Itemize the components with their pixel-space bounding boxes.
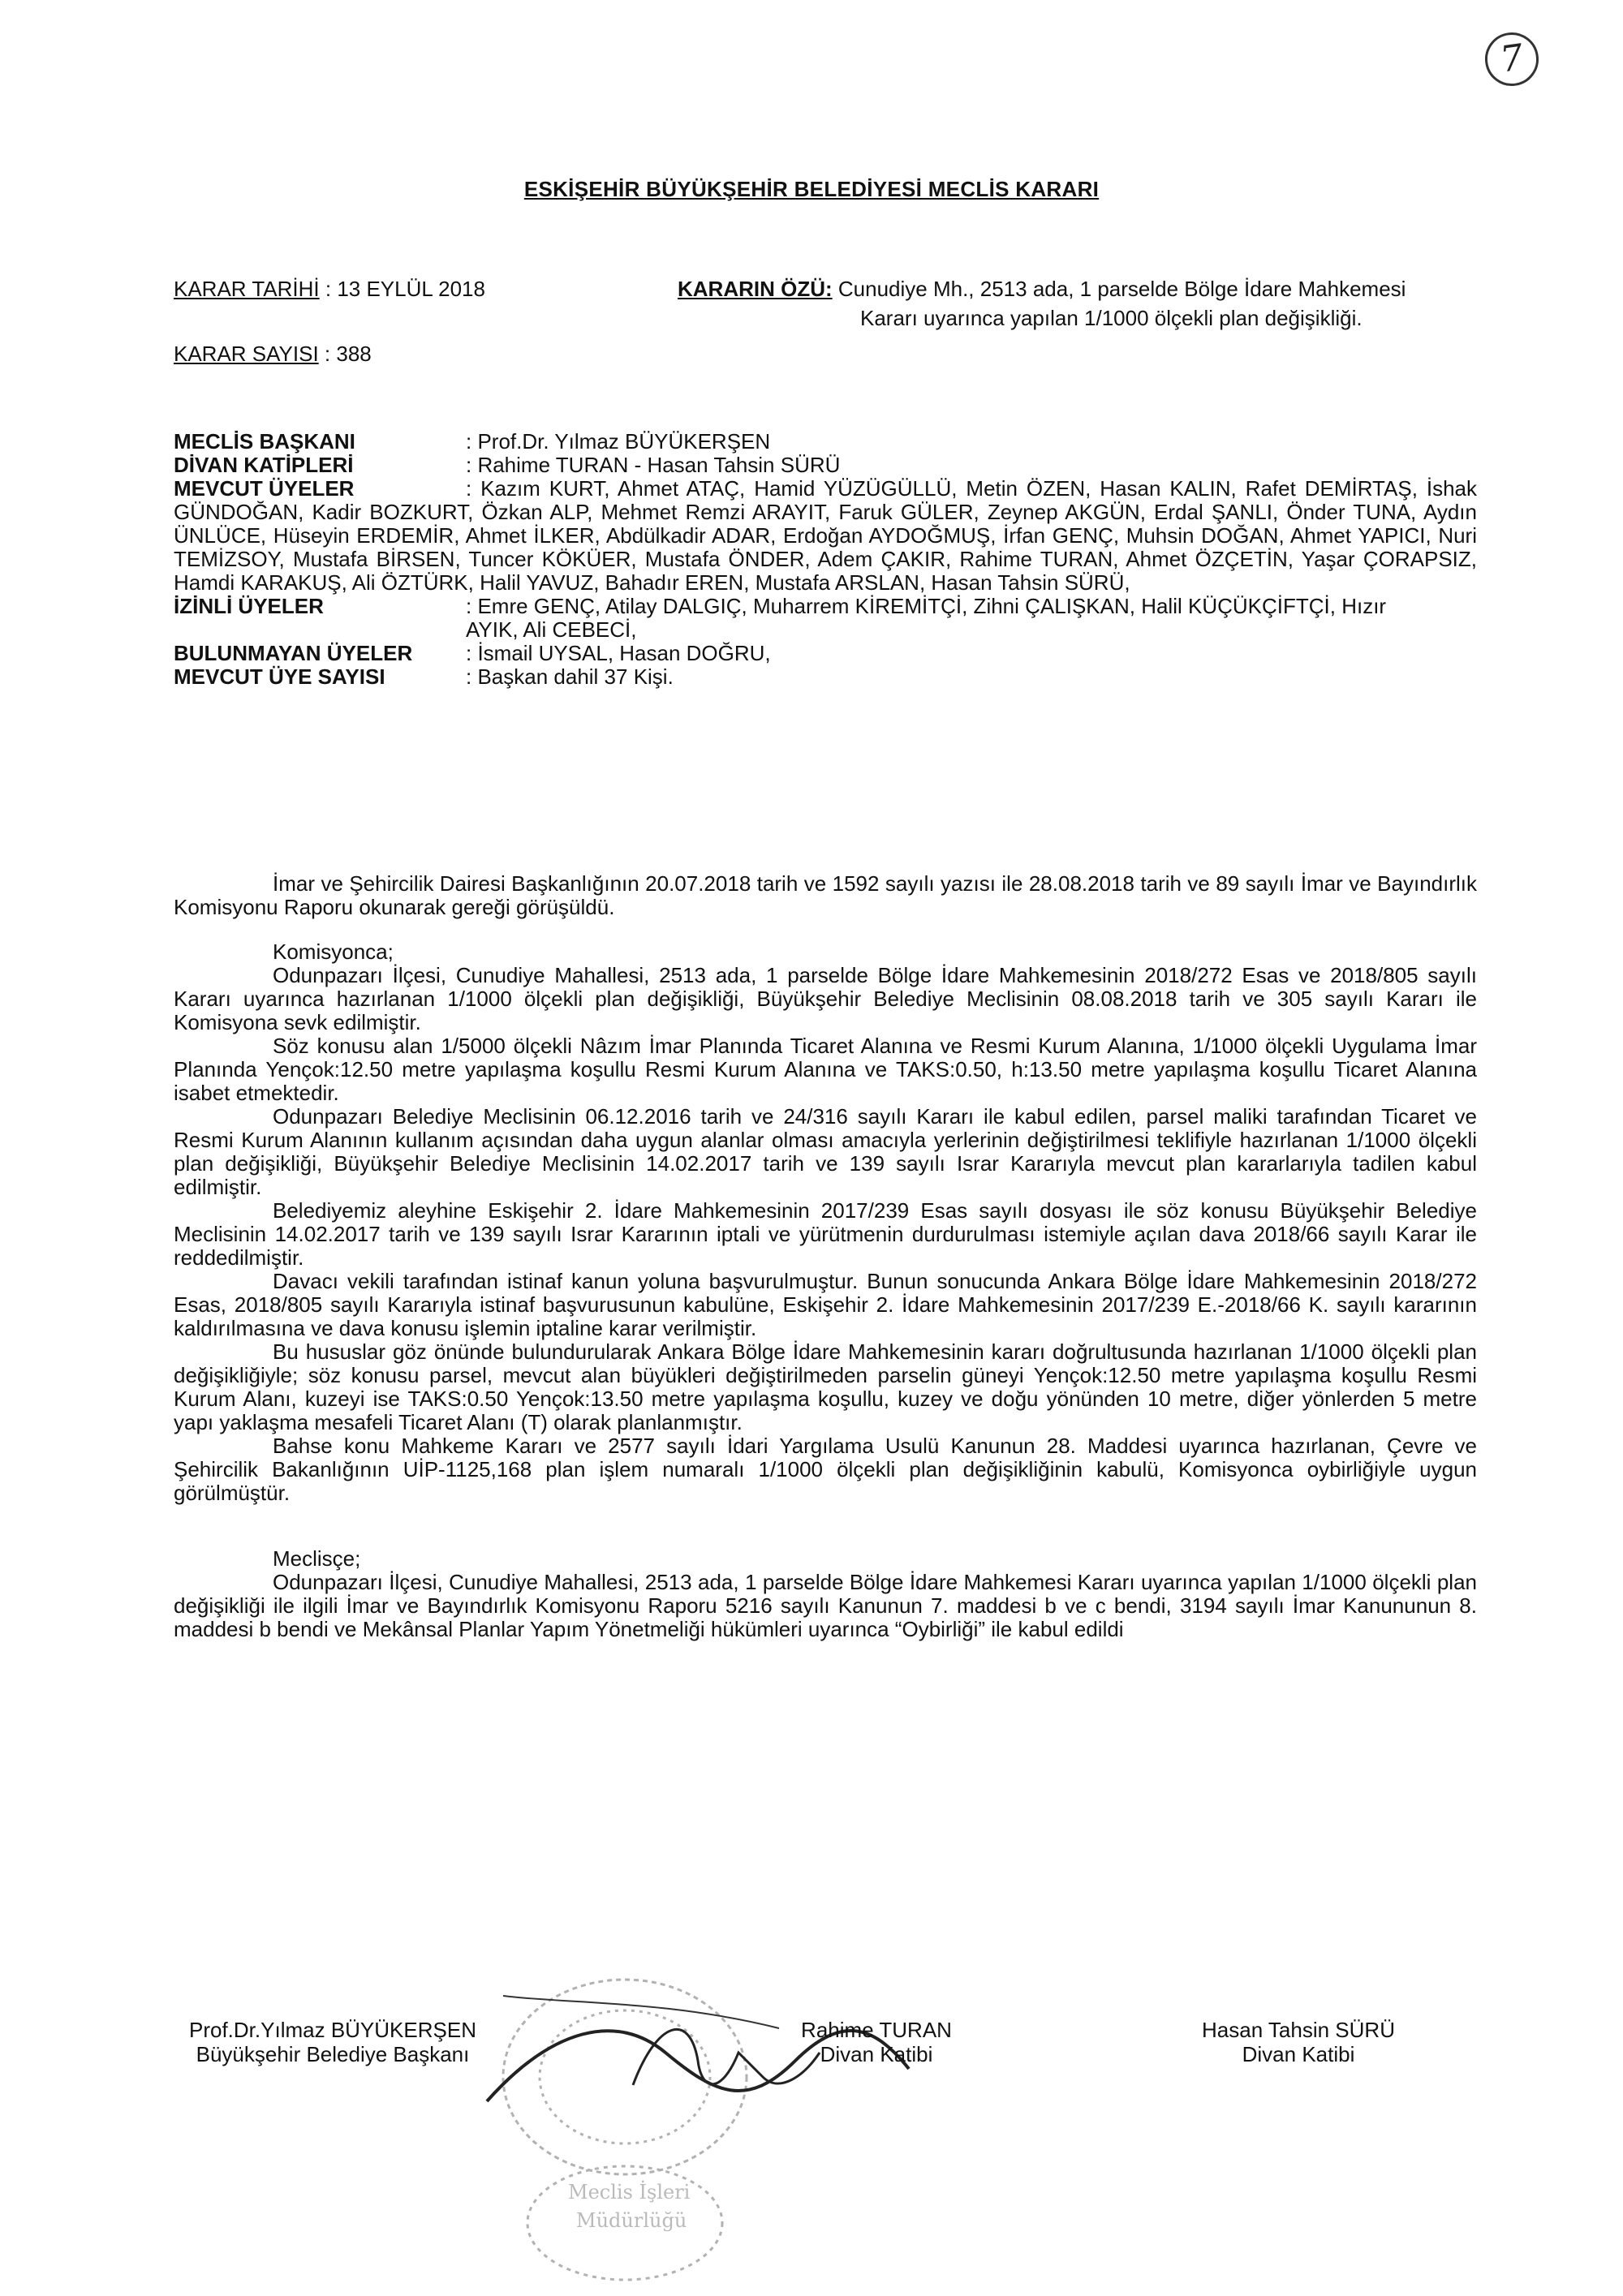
kararin-ozu bbox=[678, 274, 1473, 333]
divan-katipleri-label: DİVAN KATİPLERİ bbox=[174, 453, 354, 477]
intro-paragraph: İmar ve Şehircilik Dairesi Başkanlığının 20.07.2018 tarih ve 1592 sayılı yazısı ile 28.08.2018 tarih ve 89 sayılı İmar ve Bayındırlık Komisyonu Raporu okunarak gereği görüşüldü. bbox=[174, 871, 1477, 919]
kararin-ozu-line1: Cunudiye Mh., 2513 ada, 1 parselde Bölge İdare Mahkemesi bbox=[837, 277, 1406, 301]
decision-body bbox=[174, 872, 1477, 1641]
attendance-section bbox=[174, 430, 1477, 689]
izinli-uyeler-value bbox=[466, 595, 1477, 642]
karar-sayisi-value: : 388 bbox=[324, 342, 372, 366]
kararin-ozu-line2: Kararı uyarınca yapılan 1/1000 ölçekli plan değişikliği. bbox=[860, 306, 1363, 330]
komisyon-paragraph: Söz konusu alan 1/5000 ölçekli Nâzım İmar Planında Ticaret Alanına ve Resmi Kurum Alanına, 1/1000 ölçekli Uygulama İmar Planında Yençok:12.50 metre yapılaşma koşullu Resmi Kurum Alanına ve TAKS:0.50, h:13.50 metre yapılaşma koşullu Ticaret Alanına isabet etmektedir. bbox=[174, 1034, 1477, 1105]
svg-text:Müdürlüğü: Müdürlüğü bbox=[576, 2209, 687, 2232]
karar-tarihi-label: KARAR TARİHİ bbox=[174, 277, 320, 301]
signer-name: Rahime TURAN bbox=[801, 2018, 952, 2042]
page-number: 7 bbox=[1482, 29, 1543, 90]
mevcut-uye-sayisi-label: MEVCUT ÜYE SAYISI bbox=[174, 664, 385, 689]
mevcut-uyeler-label: MEVCUT ÜYELER bbox=[174, 476, 355, 501]
divan-katipleri-value: : Rahime TURAN - Hasan Tahsin SÜRÜ bbox=[466, 453, 841, 477]
signer-title: Büyükşehir Belediye Başkanı bbox=[196, 2042, 470, 2066]
bulunmayan-uyeler-label: BULUNMAYAN ÜYELER bbox=[174, 641, 413, 665]
bulunmayan-uyeler-row bbox=[174, 642, 1477, 665]
divan-katipleri-row bbox=[174, 454, 1477, 477]
signature-block-divan-1 bbox=[755, 2018, 998, 2066]
izinli-uyeler-label: İZİNLİ ÜYELER bbox=[174, 594, 324, 618]
komisyon-paragraph: Belediyemiz aleyhine Eskişehir 2. İdare Mahkemesinin 2017/239 Esas sayılı dosyası ile söz konusu Büyükşehir Belediye Meclisinin 14.02.2017 tarih ve 139 sayılı Israr Kararının iptali ve yürütmenin durdurulması istemiyle açılan dava 2018/66 sayılı Karar ile reddedilmiştir. bbox=[174, 1198, 1477, 1270]
izinli-uyeler-row bbox=[174, 595, 1477, 642]
komisyon-heading: Komisyonca; bbox=[273, 939, 394, 964]
karar-sayisi-label: KARAR SAYISI bbox=[174, 342, 319, 366]
karar-tarihi bbox=[174, 274, 485, 303]
signature-block-divan-2 bbox=[1169, 2018, 1428, 2066]
signature-block-baskan bbox=[170, 2018, 495, 2066]
meclis-baskani-value: : Prof.Dr. Yılmaz BÜYÜKERŞEN bbox=[466, 429, 771, 454]
komisyon-paragraph: Bu hususlar göz önünde bulundurularak Ankara Bölge İdare Mahkemesinin kararı doğrultusunda hazırlanan 1/1000 ölçekli plan değişikliğiyle; söz konusu parsel, mevcut alan büyükleri değiştirilmeden parselin güneyi Yençok:12.50 metre yapılaşma koşullu Resmi Kurum Alanı, kuzeyi ise TAKS:0.50 Yençok:13.50 metre yapılaşma koşullu, kuzey ve doğu yönünden 10 metre, diğer yönlerden 5 metre yapı yaklaşma mesafeli Ticaret Alanı (T) olarak planlanmıştır. bbox=[174, 1339, 1477, 1434]
svg-text:Meclis İşleri: Meclis İşleri bbox=[568, 2181, 691, 2204]
meclis-baskani-row bbox=[174, 430, 1477, 454]
bulunmayan-uyeler-value: : İsmail UYSAL, Hasan DOĞRU, bbox=[466, 641, 771, 665]
komisyon-paragraph: Davacı vekili tarafından istinaf kanun yoluna başvurulmuştur. Bunun sonucunda Ankara Bölge İdare Mahkemesinin 2018/272 Esas, 2018/805 sayılı Kararıyla istinaf başvurusunun kabulüne, Eskişehir 2. İdare Mahkemesinin 2017/239 E.-2018/66 K. sayılı kararının kaldırılmasına ve dava konusu işlemin iptaline karar verilmiştir. bbox=[174, 1269, 1477, 1340]
komisyon-paragraph: Odunpazarı İlçesi, Cunudiye Mahallesi, 2513 ada, 1 parselde Bölge İdare Mahkemesinin 2018/272 Esas ve 2018/805 sayılı Kararı uyarınca hazırlanan 1/1000 ölçekli plan değişikliği, Büyükşehir Belediye Meclisinin 08.08.2018 tarih ve 305 sayılı Kararı ile Komisyona sevk edilmiştir. bbox=[174, 963, 1477, 1034]
meclis-paragraph: Odunpazarı İlçesi, Cunudiye Mahallesi, 2513 ada, 1 parselde Bölge İdare Mahkemesi Kararı uyarınca yapılan 1/1000 ölçekli plan değişikliği ile ilgili İmar ve Bayındırlık Komisyonu Raporu 5216 sayılı Kanunun 7. maddesi b ve c bendi, 3194 sayılı İmar Kanununun 8. maddesi b bendi ve Mekânsal Planlar Yapım Yönetmeliği hükümleri uyarınca “Oybirliği” ile kabul edildi bbox=[174, 1570, 1477, 1641]
signer-title: Divan Katibi bbox=[1242, 2042, 1355, 2066]
meclis-baskani-label: MECLİS BAŞKANI bbox=[174, 429, 355, 454]
meclis-heading: Meclisçe; bbox=[273, 1546, 361, 1571]
mevcut-uye-sayisi-value: : Başkan dahil 37 Kişi. bbox=[466, 664, 674, 689]
karar-tarihi-value: : 13 EYLÜL 2018 bbox=[325, 277, 485, 301]
mevcut-uye-sayisi-row bbox=[174, 665, 1477, 689]
kararin-ozu-label: KARARIN ÖZÜ: bbox=[678, 277, 833, 301]
document-title: ESKİŞEHİR BÜYÜKŞEHİR BELEDİYESİ MECLİS KARARI bbox=[523, 177, 1100, 201]
izinli-uyeler-line1: : Emre GENÇ, Atilay DALGIÇ, Muharrem KİREMİTÇİ, Zihni ÇALIŞKAN, Halil KÜÇÜKÇİFTÇİ, Hızır bbox=[466, 594, 1387, 618]
komisyon-paragraph: Bahse konu Mahkeme Kararı ve 2577 sayılı İdari Yargılama Usulü Kanunun 28. Maddesi uyarınca hazırlanan, Çevre ve Şehircilik Bakanlığının UİP-1125,168 plan işlem numaralı 1/1000 ölçekli plan değişikliğinin kabulü, Komisyonca oybirliğiyle uygun görülmüştür. bbox=[174, 1434, 1477, 1505]
izinli-uyeler-line2: AYIK, Ali CEBECİ, bbox=[466, 617, 637, 642]
signer-title: Divan Katibi bbox=[820, 2042, 933, 2066]
signer-name: Hasan Tahsin SÜRÜ bbox=[1202, 2018, 1395, 2042]
komisyon-paragraph: Odunpazarı Belediye Meclisinin 06.12.2016 tarih ve 24/316 sayılı Kararı ile kabul edilen, parsel maliki tarafından Ticaret ve Resmi Kurum Alanının kullanım açısından daha uygun alanlar olması amacıyla yerlerinin değiştirilmesi teklifiyle hazırlanan 1/1000 ölçekli plan değişikliği, Büyükşehir Belediye Meclisinin 14.02.2017 tarih ve 139 sayılı Israr Kararıyla mevcut plan kararlarıyla tadilen kabul edilmiştir. bbox=[174, 1104, 1477, 1199]
mevcut-uyeler-value: : Kazım KURT, Ahmet ATAÇ, Hamid YÜZÜGÜLLÜ, Metin ÖZEN, Hasan KALIN, Rafet DEMİRTAŞ, İshak GÜNDOĞAN, Kadir BOZKURT, Özkan ALP, Mehmet Remzi ARAYIT, Faruk GÜLER, Zeynep AKGÜN, Erdal ŞANLI, Önder TUNA, Aydın ÜNLÜCE, Hüseyin ERDEMİR, Ahmet İLKER, Abdülkadir ADAR, Erdoğan AYDOĞMUŞ, İrfan GENÇ, Muhsin DOĞAN, Ahmet YAPICI, Nuri TEMİZSOY, Mustafa BİRSEN, Tuncer KÖKÜER, Mustafa ÖNDER, Adem ÇAKIR, Rahime TURAN, Ahmet ÖZÇETİN, Yaşar ÇORAPSIZ, Hamdi KARAKUŞ, Ali ÖZTÜRK, Halil YAVUZ, Bahadır EREN, Mustafa ARSLAN, Hasan Tahsin SÜRÜ, bbox=[174, 476, 1477, 595]
mevcut-uyeler-row bbox=[174, 477, 1477, 595]
karar-sayisi bbox=[174, 339, 372, 368]
signer-name: Prof.Dr.Yılmaz BÜYÜKERŞEN bbox=[189, 2018, 476, 2042]
